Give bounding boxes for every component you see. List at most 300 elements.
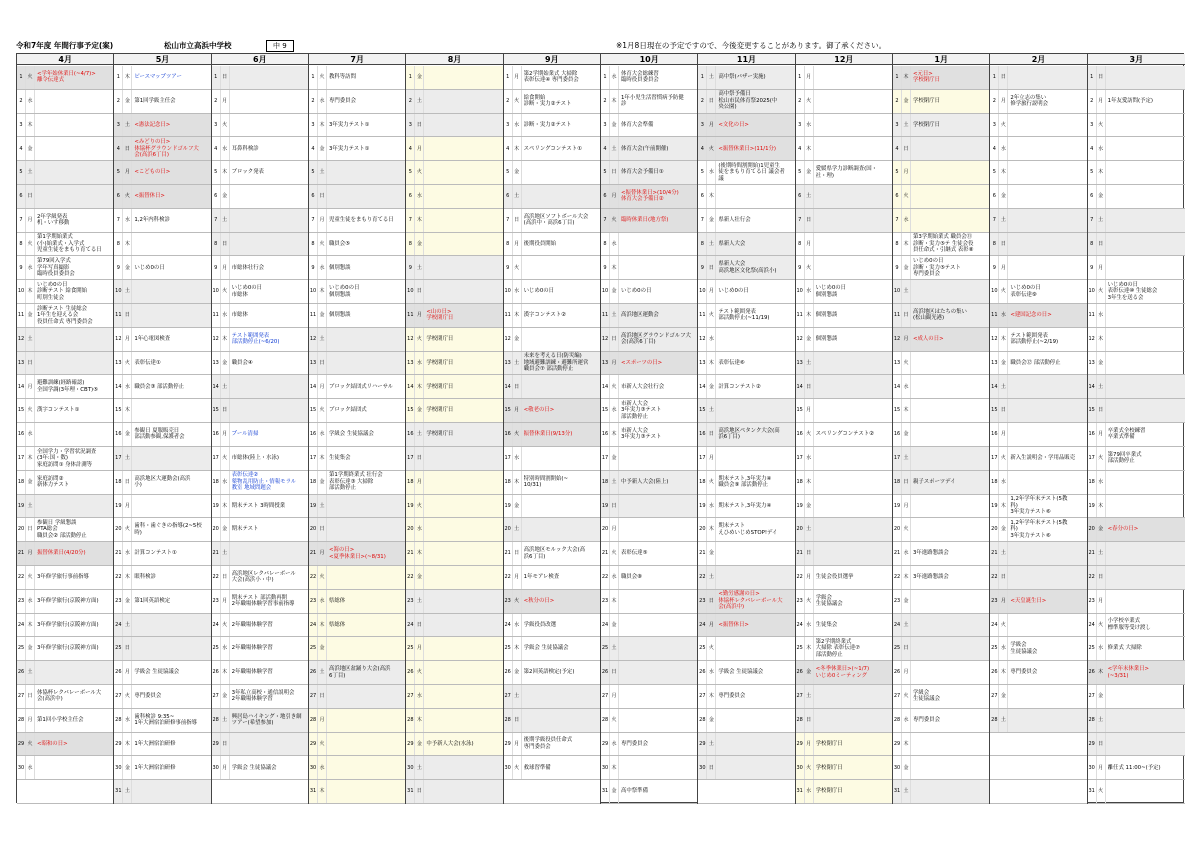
weekday: 金 xyxy=(902,423,911,446)
day-row xyxy=(601,542,697,566)
day-number: 12 xyxy=(212,328,221,351)
weekday: 日 xyxy=(123,304,132,327)
day-row xyxy=(1088,542,1185,566)
day-number: 9 xyxy=(1088,256,1097,279)
day-row xyxy=(309,90,405,114)
day-row xyxy=(698,161,794,185)
day-event xyxy=(1108,328,1184,351)
day-number: 12 xyxy=(17,328,26,351)
weekday: 金 xyxy=(610,447,619,470)
day-row xyxy=(504,66,600,90)
day-number: 26 xyxy=(406,661,415,684)
day-event xyxy=(1010,375,1085,398)
day-event: 学級会 生徒協議会 xyxy=(523,645,569,652)
day-row xyxy=(893,661,989,685)
day-event: ピースマップツアー xyxy=(134,74,182,81)
day-row xyxy=(114,209,210,233)
day-event xyxy=(1108,161,1184,184)
day-number: 15 xyxy=(1088,399,1097,422)
day-row xyxy=(114,66,210,90)
day-row xyxy=(212,280,308,304)
weekday: 火 xyxy=(902,185,911,208)
weekday: 日 xyxy=(415,114,424,137)
day-number: 3 xyxy=(212,114,221,137)
day-row xyxy=(796,66,892,90)
day-number: 17 xyxy=(17,447,26,470)
day-event: スペリングコンテスト① xyxy=(523,145,582,152)
weekday: 土 xyxy=(123,280,132,303)
day-event: 3年修学旅行(京阪神方面) xyxy=(37,621,99,628)
day-event: 離任式 11:00~(予定) xyxy=(1107,764,1161,771)
day-event: 学級会 生徒協議会 xyxy=(1010,642,1038,655)
day-event xyxy=(913,780,988,803)
weekday: 火 xyxy=(318,566,327,589)
day-row xyxy=(1088,233,1185,257)
weekday: 木 xyxy=(805,471,814,494)
day-number: 24 xyxy=(309,614,318,637)
day-number: 3 xyxy=(698,114,707,137)
day-number: 11 xyxy=(796,304,805,327)
day-event xyxy=(913,280,988,303)
day-event xyxy=(426,685,501,708)
day-number: 15 xyxy=(212,399,221,422)
weekday: 日 xyxy=(318,518,327,541)
month-column xyxy=(17,54,114,804)
day-number: 27 xyxy=(212,685,221,708)
day-event: 計算コンテスト② xyxy=(718,383,761,390)
day-event xyxy=(816,209,891,232)
day-number: 15 xyxy=(17,399,26,422)
month-header: 6月 xyxy=(212,54,308,65)
day-row xyxy=(990,780,1086,804)
day-event: 専門委員会 xyxy=(718,693,746,700)
day-number: 10 xyxy=(990,280,999,303)
day-number: 28 xyxy=(796,709,805,732)
day-row xyxy=(1088,733,1185,757)
day-number: 18 xyxy=(504,471,513,494)
day-row xyxy=(990,399,1086,423)
day-event xyxy=(1010,114,1085,137)
day-number: 22 xyxy=(114,566,123,589)
day-row xyxy=(406,233,502,257)
weekday: 土 xyxy=(221,209,230,232)
weekday: 火 xyxy=(999,614,1008,637)
day-event xyxy=(816,471,891,494)
day-event: 県総体 xyxy=(329,597,346,604)
day-event: 歯科・歯ぐきの指導(2~5校 時) xyxy=(134,523,202,536)
day-row xyxy=(17,637,113,661)
weekday: 火 xyxy=(1097,447,1106,470)
weekday: 水 xyxy=(513,280,522,303)
day-row xyxy=(504,114,600,138)
weekday: 月 xyxy=(26,542,35,565)
day-number: 12 xyxy=(309,328,318,351)
day-event xyxy=(37,137,112,160)
day-row xyxy=(504,566,600,590)
day-event xyxy=(134,495,209,518)
weekday: 月 xyxy=(415,137,424,160)
day-row xyxy=(504,161,600,185)
weekday: 月 xyxy=(805,733,814,756)
weekday: 月 xyxy=(902,328,911,351)
day-event: 高浜地区はたちの集い (松山観光港) xyxy=(913,308,967,322)
school-name: 松山市立高浜中学校 xyxy=(164,41,232,50)
day-number: 28 xyxy=(698,709,707,732)
weekday: 水 xyxy=(318,90,327,113)
day-row xyxy=(406,447,502,471)
day-row xyxy=(601,423,697,447)
weekday: 木 xyxy=(318,614,327,637)
weekday: 月 xyxy=(805,233,814,256)
day-row xyxy=(406,375,502,399)
weekday: 水 xyxy=(221,471,230,494)
day-number: 22 xyxy=(698,566,707,589)
day-event: 2年職場体験学習 xyxy=(231,645,273,652)
day-row xyxy=(990,518,1086,542)
weekday: 土 xyxy=(1097,209,1106,232)
weekday: 金 xyxy=(221,352,230,375)
day-event xyxy=(426,709,501,732)
weekday: 土 xyxy=(513,685,522,708)
day-number: 23 xyxy=(1088,590,1097,613)
day-number: 5 xyxy=(17,161,26,184)
day-number: 29 xyxy=(406,733,415,756)
day-event: いじめ0の日 xyxy=(718,288,749,295)
weekday: 水 xyxy=(1097,471,1106,494)
day-number: 1 xyxy=(114,66,123,89)
day-row xyxy=(212,399,308,423)
day-number: 23 xyxy=(601,590,610,613)
weekday: 木 xyxy=(999,161,1008,184)
day-event: 第1学期始業式 (小)始業式・入学式 児童生徒をまもり育てる日 xyxy=(37,234,102,254)
weekday: 土 xyxy=(999,709,1008,732)
weekday: 木 xyxy=(1097,161,1106,184)
day-event xyxy=(329,352,404,375)
weekday: 月 xyxy=(1097,590,1106,613)
day-row xyxy=(698,590,794,614)
day-row xyxy=(114,566,210,590)
weekday: 木 xyxy=(902,566,911,589)
day-event: 表彰伝達⑤ xyxy=(621,550,648,557)
day-number: 26 xyxy=(893,661,902,684)
month-header: 12月 xyxy=(796,54,892,65)
day-event: 後期役員開始 xyxy=(523,240,557,247)
day-event xyxy=(816,685,891,708)
day-number: 6 xyxy=(212,185,221,208)
day-event xyxy=(913,185,988,208)
day-number: 17 xyxy=(601,447,610,470)
day-row xyxy=(1088,304,1185,328)
day-number: 29 xyxy=(1088,733,1097,756)
day-row xyxy=(212,614,308,638)
weekday: 木 xyxy=(415,209,424,232)
day-number: 23 xyxy=(114,590,123,613)
day-event: 1年大洲宿泊研修 xyxy=(134,740,176,747)
weekday: 金 xyxy=(999,185,1008,208)
day-event xyxy=(816,233,891,256)
weekday: 日 xyxy=(513,375,522,398)
weekday: 木 xyxy=(513,304,522,327)
day-row xyxy=(212,637,308,661)
day-number: 2 xyxy=(406,90,415,113)
day-event: 個別懇談 xyxy=(329,312,351,319)
weekday: 金 xyxy=(123,590,132,613)
day-number: 4 xyxy=(114,137,123,160)
weekday: 火 xyxy=(610,709,619,732)
day-number: 1 xyxy=(212,66,221,89)
weekday: 木 xyxy=(513,471,522,494)
weekday: 金 xyxy=(26,637,35,660)
day-event xyxy=(1108,209,1184,232)
day-number: 26 xyxy=(309,661,318,684)
day-event xyxy=(816,352,891,375)
day-number: 23 xyxy=(212,590,221,613)
day-number: 23 xyxy=(504,590,513,613)
day-row xyxy=(406,114,502,138)
day-event: <こどもの日> xyxy=(134,169,171,176)
weekday: 水 xyxy=(318,256,327,279)
day-row xyxy=(17,495,113,519)
weekday: 月 xyxy=(707,614,716,637)
day-row xyxy=(406,661,502,685)
day-event: 県新人大会 xyxy=(718,240,746,247)
day-row xyxy=(601,304,697,328)
day-number: 30 xyxy=(698,756,707,779)
day-row xyxy=(1088,256,1185,280)
weekday: 木 xyxy=(999,661,1008,684)
day-number: 25 xyxy=(893,637,902,660)
day-row xyxy=(698,661,794,685)
weekday: 土 xyxy=(610,304,619,327)
day-number: 24 xyxy=(17,614,26,637)
weekday: 土 xyxy=(610,471,619,494)
day-number: 1 xyxy=(309,66,318,89)
weekday: 火 xyxy=(513,90,522,113)
day-number: 8 xyxy=(309,233,318,256)
day-row xyxy=(990,304,1086,328)
day-number: 23 xyxy=(893,590,902,613)
day-row xyxy=(796,137,892,161)
day-event xyxy=(1108,685,1184,708)
day-row xyxy=(698,542,794,566)
day-event xyxy=(621,685,696,708)
day-event xyxy=(621,256,696,279)
day-number: 18 xyxy=(212,471,221,494)
weekday: 月 xyxy=(26,375,35,398)
day-event: 1年モアレ検査 xyxy=(523,574,560,581)
day-row xyxy=(406,209,502,233)
day-number: 12 xyxy=(504,328,513,351)
weekday: 木 xyxy=(707,518,716,541)
day-event xyxy=(37,352,112,375)
day-number: 22 xyxy=(212,566,221,589)
day-event xyxy=(816,256,891,279)
day-row xyxy=(796,709,892,733)
day-row xyxy=(212,352,308,376)
day-row xyxy=(990,352,1086,376)
weekday: 金 xyxy=(221,685,230,708)
day-row xyxy=(309,447,405,471)
day-row xyxy=(990,280,1086,304)
weekday: 水 xyxy=(707,161,716,184)
day-row xyxy=(1088,756,1185,780)
day-number: 30 xyxy=(212,756,221,779)
day-event xyxy=(37,328,112,351)
day-number: 11 xyxy=(17,304,26,327)
weekday: 火 xyxy=(318,233,327,256)
weekday: 日 xyxy=(123,137,132,160)
day-row xyxy=(212,685,308,709)
day-row xyxy=(601,90,697,114)
day-event: 職員会⑤ xyxy=(329,240,351,247)
weekday: 日 xyxy=(707,590,716,613)
day-row xyxy=(698,780,794,804)
day-event xyxy=(1108,495,1184,518)
day-number: 20 xyxy=(1088,518,1097,541)
day-event xyxy=(1010,137,1085,160)
day-event xyxy=(1108,304,1184,327)
day-number: 7 xyxy=(406,209,415,232)
weekday: 木 xyxy=(1097,495,1106,518)
day-row xyxy=(1088,590,1185,614)
day-row xyxy=(114,495,210,519)
day-number: 28 xyxy=(504,709,513,732)
day-number: 14 xyxy=(990,375,999,398)
day-row xyxy=(212,256,308,280)
weekday: 水 xyxy=(415,185,424,208)
day-row xyxy=(309,114,405,138)
weekday: 火 xyxy=(902,685,911,708)
day-number: 21 xyxy=(406,542,415,565)
day-row xyxy=(114,399,210,423)
day-number: 24 xyxy=(1088,614,1097,637)
day-row xyxy=(406,66,502,90)
weekday: 火 xyxy=(318,66,327,89)
weekday: 木 xyxy=(26,614,35,637)
day-event xyxy=(1010,614,1085,637)
weekday: 土 xyxy=(610,637,619,660)
day-number: 30 xyxy=(893,756,902,779)
day-number: 16 xyxy=(406,423,415,446)
day-number: 20 xyxy=(698,518,707,541)
month-header: 4月 xyxy=(17,54,113,65)
weekday: 土 xyxy=(707,566,716,589)
day-row xyxy=(990,709,1086,733)
day-number: 4 xyxy=(990,137,999,160)
day-event: テスト範囲発表 部活動停止(~6/20) xyxy=(231,332,280,346)
day-event xyxy=(232,733,307,756)
day-event xyxy=(1010,471,1085,494)
day-event xyxy=(621,637,696,660)
day-number: 19 xyxy=(1088,495,1097,518)
day-number: 13 xyxy=(17,352,26,375)
day-row xyxy=(114,185,210,209)
day-number: 25 xyxy=(796,637,805,660)
day-number: 1 xyxy=(796,66,805,89)
weekday: 金 xyxy=(513,661,522,684)
day-event: 高浜地区ソフトボール大会 (高浜中・高浜6丁目) xyxy=(523,213,589,227)
day-number: 15 xyxy=(893,399,902,422)
day-number: 26 xyxy=(114,661,123,684)
day-row xyxy=(601,280,697,304)
weekday: 日 xyxy=(221,733,230,756)
day-number: 18 xyxy=(406,471,415,494)
day-event xyxy=(426,614,501,637)
weekday: 木 xyxy=(513,137,522,160)
day-row xyxy=(893,780,989,804)
day-number: 18 xyxy=(114,471,123,494)
day-event xyxy=(134,399,209,422)
day-event: 学級会 生徒協議会 xyxy=(231,764,277,771)
day-event: 期末テスト 3時間授業 xyxy=(231,502,286,509)
day-event: 診断・実力②テスト xyxy=(523,121,572,128)
day-number: 30 xyxy=(17,756,26,779)
day-number: 1 xyxy=(17,66,26,89)
weekday: 金 xyxy=(513,495,522,518)
weekday: 火 xyxy=(610,542,619,565)
day-event xyxy=(134,637,209,660)
day-row xyxy=(17,447,113,471)
weekday: 日 xyxy=(318,185,327,208)
day-number: 28 xyxy=(406,709,415,732)
weekday: 日 xyxy=(26,352,35,375)
day-event xyxy=(134,233,209,256)
day-row xyxy=(698,114,794,138)
weekday: 木 xyxy=(610,423,619,446)
day-number: 4 xyxy=(212,137,221,160)
weekday: 木 xyxy=(707,185,716,208)
day-event xyxy=(816,114,891,137)
day-event xyxy=(232,66,307,89)
day-row xyxy=(114,447,210,471)
day-event: 2年立志の集い 修学旅行説明会 xyxy=(1010,94,1049,108)
weekday: 土 xyxy=(902,780,911,803)
day-event: 3年実力テスト① xyxy=(329,145,370,152)
day-row xyxy=(114,780,210,804)
weekday: 日 xyxy=(513,542,522,565)
day-number: 23 xyxy=(698,590,707,613)
day-row xyxy=(893,328,989,352)
weekday: 土 xyxy=(707,66,716,89)
day-number: 16 xyxy=(698,423,707,446)
day-row xyxy=(406,304,502,328)
day-number: 9 xyxy=(698,256,707,279)
weekday: 金 xyxy=(707,209,716,232)
day-number: 9 xyxy=(17,256,26,279)
day-event xyxy=(329,709,404,732)
day-number: 19 xyxy=(504,495,513,518)
day-row xyxy=(893,756,989,780)
day-number: 24 xyxy=(893,614,902,637)
weekday: 水 xyxy=(221,304,230,327)
day-number: 21 xyxy=(1088,542,1097,565)
month-header: 5月 xyxy=(114,54,210,65)
day-row xyxy=(1088,114,1185,138)
day-row xyxy=(114,328,210,352)
day-event xyxy=(816,542,891,565)
day-number: 13 xyxy=(212,352,221,375)
weekday: 土 xyxy=(26,328,35,351)
day-row xyxy=(796,328,892,352)
day-event xyxy=(1010,256,1085,279)
weekday: 月 xyxy=(999,90,1008,113)
day-row xyxy=(1088,637,1185,661)
weekday: 日 xyxy=(999,399,1008,422)
day-event: いじめ0の日 診断・実力⑤テスト 専門委員会 xyxy=(913,258,961,278)
day-row xyxy=(893,590,989,614)
day-number: 21 xyxy=(212,542,221,565)
day-row xyxy=(698,495,794,519)
